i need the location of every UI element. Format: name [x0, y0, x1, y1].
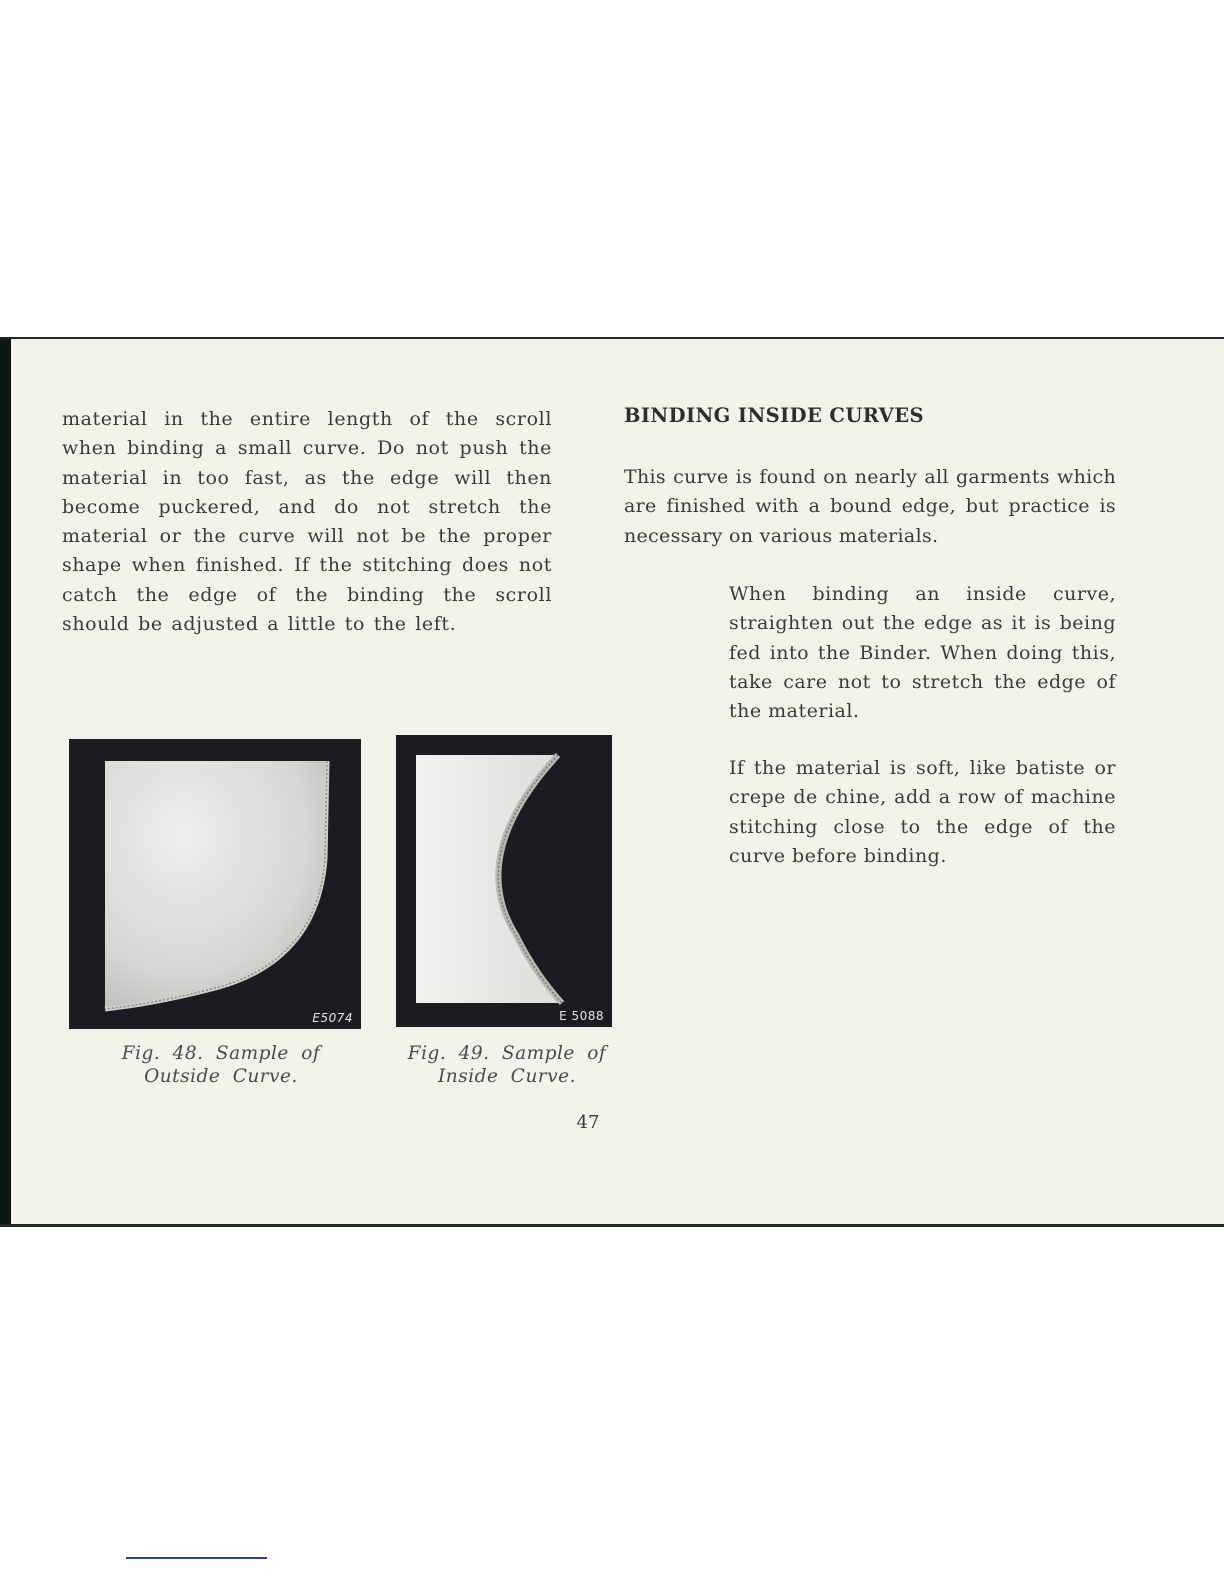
right-column-paragraph-1: When binding an inside curve, straighten out the edge as it is being fed into the Binder. When doing this, take care not to stretch the edge of the material.	[729, 583, 1116, 723]
inside-curve-sample-image	[396, 735, 612, 1027]
figure-49-code: E 5088	[559, 1009, 604, 1023]
figure-49-photo	[396, 735, 612, 1027]
page-number: 47	[576, 1112, 600, 1133]
figure-49-caption	[392, 1042, 622, 1088]
right-column-intro: This curve is found on nearly all garments which are finished with a bound edge, but practice is necessary on various materials.	[624, 466, 1116, 547]
left-column-paragraph: material in the entire length of the scroll when binding a small curve. Do not push the material in too fast, as the edge will then become puckered, and do not stretch the material or the curve will not be the proper shape when finished. If the stitching does not catch the edge of the binding the scroll should be adjusted a little to the left.	[62, 408, 552, 636]
figure-49-caption-line-1: Fig. 49. Sample of	[407, 1043, 607, 1064]
footnote-rule	[126, 1557, 267, 1559]
figure-48-code: E5074	[312, 1011, 353, 1025]
figure-49-caption-line-2: Inside Curve.	[438, 1066, 576, 1087]
book-page	[0, 337, 1224, 1227]
outside-curve-sample-image	[69, 739, 361, 1029]
figure-48-caption-line-1: Fig. 48. Sample of	[121, 1043, 321, 1064]
figure-48-caption	[96, 1042, 346, 1088]
figure-48-photo	[69, 739, 361, 1029]
right-column-paragraph-2: If the material is soft, like batiste or crepe de chine, add a row of machine stitching close to the edge of the curve before binding.	[729, 757, 1116, 867]
page-spine-shadow	[0, 339, 11, 1224]
figure-48-caption-line-2: Outside Curve.	[144, 1066, 298, 1087]
section-heading: BINDING INSIDE CURVES	[624, 404, 924, 427]
